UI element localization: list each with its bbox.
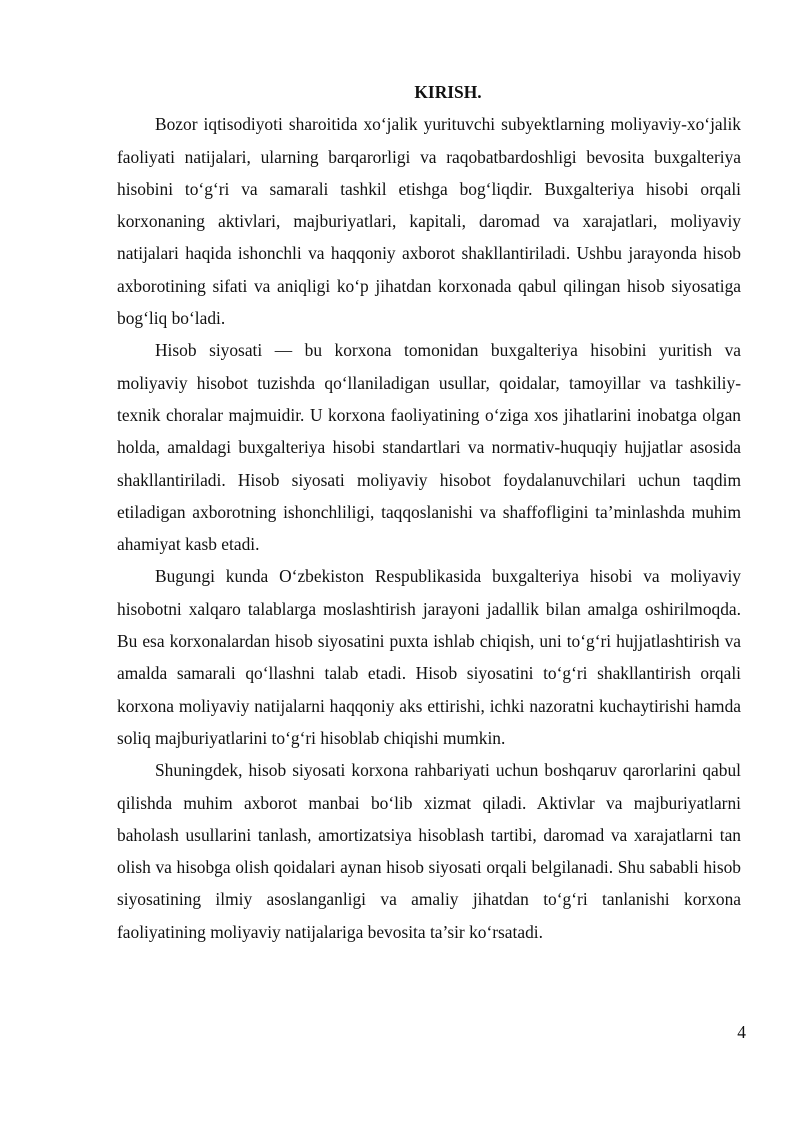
paragraph-4: Shuningdek, hisob siyosati korxona rahbariyati uchun boshqaruv qarorlarini qabul qilishda muhim axborot manbai bo‘lib xizmat qiladi. Aktivlar va majburiyatlarni baholash usullarini tanlash, amortizatsiya hisoblash tartibi, daromad va xarajatlarni tan olish va hisobga olish qoidalari aynan hisob siyosati orqali belgilanadi. Shu sababli hisob siyosatining ilmiy asoslanganligi va amaliy jihatdan to‘g‘ri tanlanishi korxona faoliyatining moliyaviy natijalariga bevosita ta’sir ko‘rsatadi. <box>117 760 741 942</box>
paragraph-2: Hisob siyosati — bu korxona tomonidan buxgalteriya hisobini yuritish va moliyaviy hisobot tuzishda qo‘llaniladigan usullar, qoidalar, tamoyillar va tashkiliy-texnik choralar majmuidir. U korxona faoliyatining o‘ziga xos jihatlarini inobatga olgan holda, amaldagi buxgalteriya hisobi standartlari va normativ-huquqiy hujjatlar asosida shakllantiriladi. Hisob siyosati moliyaviy hisobot foydalanuvchilari uchun taqdim etiladigan axborotning ishonchliligi, taqqoslanishi va shaffofligini ta’minlashda muhim ahamiyat kasb etadi. <box>117 340 741 555</box>
page-number: 4 <box>737 1022 746 1042</box>
paragraph-1: Bozor iqtisodiyoti sharoitida xo‘jalik yurituvchi subyektlarning moliyaviy-xo‘jalik faoliyati natijalari, ularning barqarorligi va raqobatbardoshligi bevosita buxgalteriya hisobini to‘g‘ri va samarali tashkil etishga bog‘liqdir. Buxgalteriya hisobi orqali korxonaning aktivlari, majburiyatlari, kapitali, daromad va xarajatlari, moliyaviy natijalari haqida ishonchli va haqqoniy axborot shakllantiriladi. Ushbu jarayonda hisob axborotining sifati va aniqligi ko‘p jihatdan korxonada qabul qilingan hisob siyosatiga bog‘liq bo‘ladi. <box>117 114 741 329</box>
section-title: KIRISH. <box>414 82 482 102</box>
paragraph-3: Bugungi kunda O‘zbekiston Respublikasida buxgalteriya hisobi va moliyaviy hisobotni xalqaro talablarga moslashtirish jarayoni jadallik bilan amalga oshirilmoqda. Bu esa korxonalardan hisob siyosatini puxta ishlab chiqish, uni to‘g‘ri hujjatlashtirish va amalda samarali qo‘llashni talab etadi. Hisob siyosatini to‘g‘ri shakllantirish orqali korxona moliyaviy natijalarni haqqoniy aks ettirishi, ichki nazoratni kuchaytirishi hamda soliq majburiyatlarini to‘g‘ri hisoblab chiqishi mumkin. <box>117 566 741 748</box>
page-content <box>117 76 741 948</box>
